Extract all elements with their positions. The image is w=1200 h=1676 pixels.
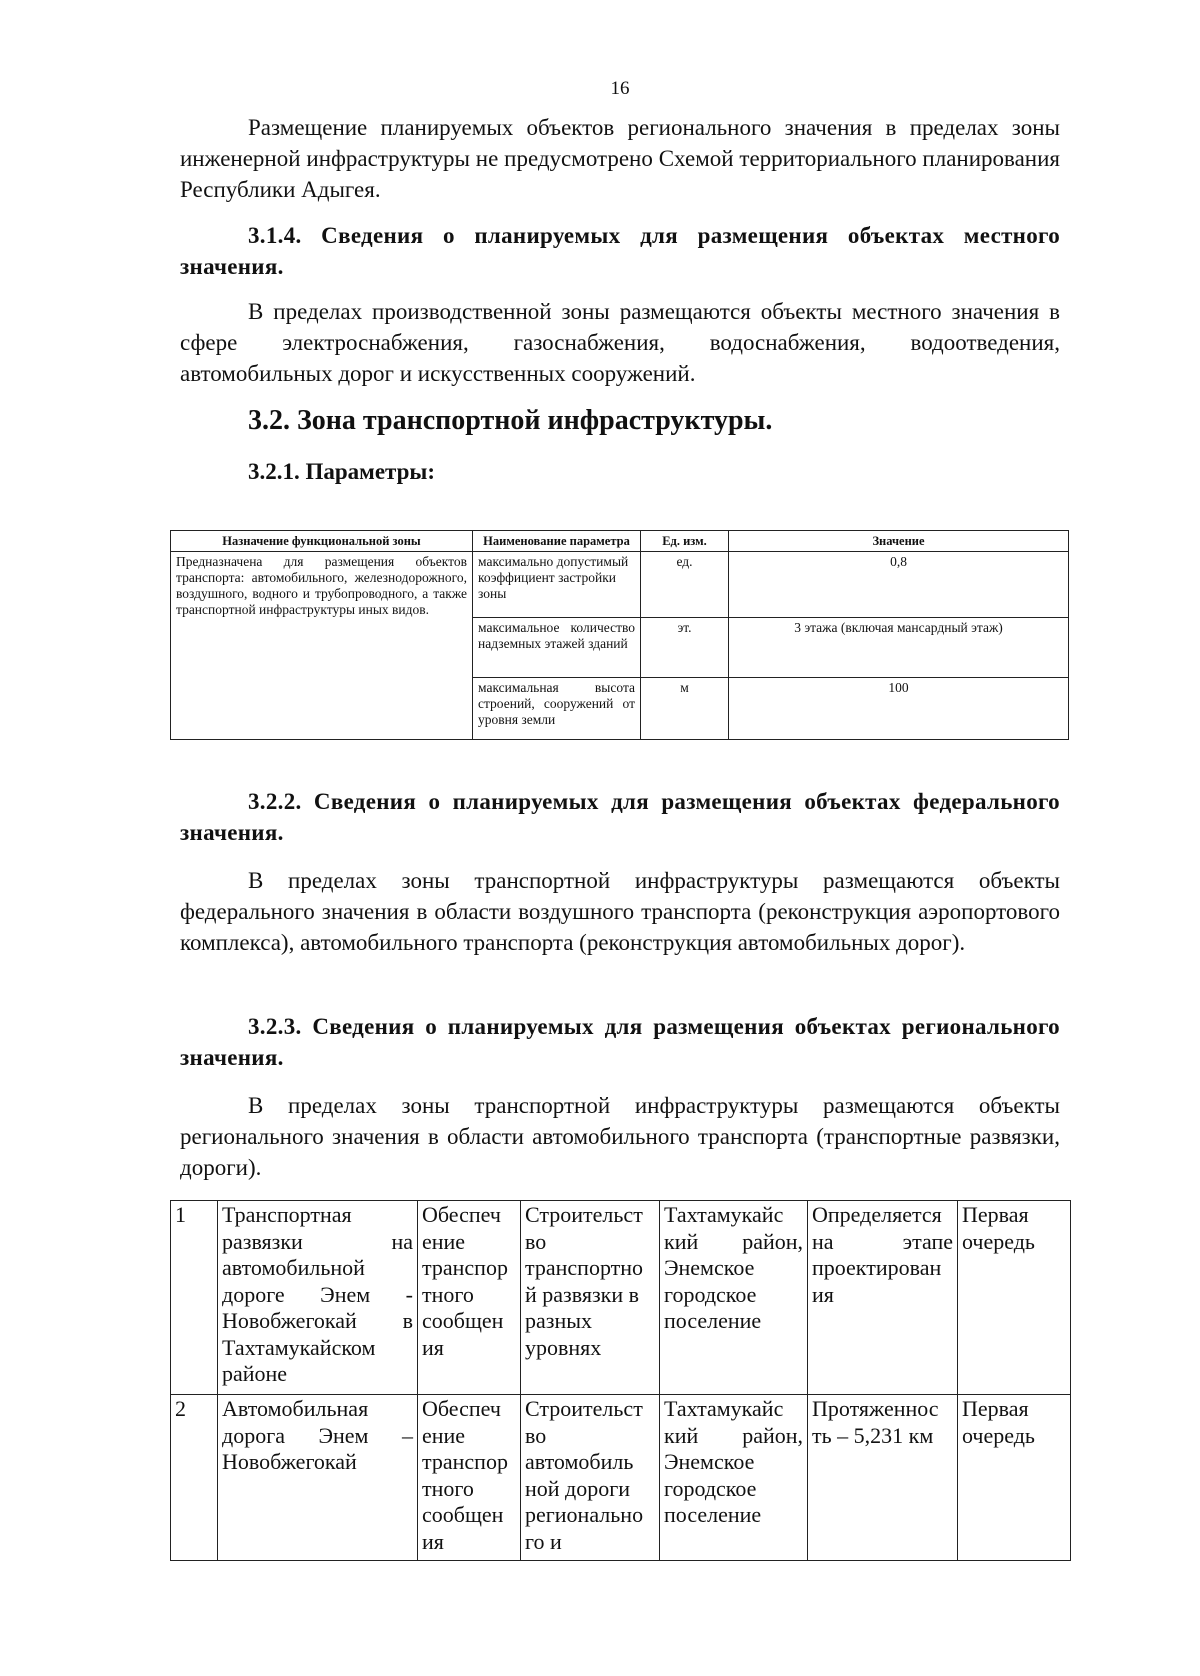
object-work: Строительст во автомобиль ной дороги регионально го и	[521, 1395, 660, 1561]
section-3-1-4	[180, 220, 1060, 282]
section-3-2-3-paragraph: В пределах зоны транспортной инфраструктуры размещаются объекты регионального значения в области автомобильного транспорта (транспортные развязки, дороги).	[180, 1093, 1060, 1180]
object-number: 2	[171, 1395, 218, 1561]
object-purpose: Обеспеч ение транспор тного сообщен ия	[418, 1395, 521, 1561]
section-3-2-2-paragraph: В пределах зоны транспортной инфраструктуры размещаются объекты федерального значения в области воздушного транспорта (реконструкция аэропортового комплекса), автомобильного транспорта (реконструкция автомобильных дорог).	[180, 868, 1060, 955]
section-3-2-2-heading: 3.2.2. Сведения о планируемых для размещения объектах федерального значения.	[180, 789, 1060, 845]
section-3-1-4-paragraph: В пределах производственной зоны размещаются объекты местного значения в сфере электроснабжения, газоснабжения, водоснабжения, водоотведения, автомобильных дорог и искусственных сооружений.	[180, 299, 1060, 386]
section-3-2-1	[180, 456, 1060, 487]
object-stage: Первая очередь	[958, 1395, 1071, 1561]
object-number: 1	[171, 1201, 218, 1395]
objects-table	[170, 1200, 1071, 1561]
params-table-header-row	[171, 531, 1069, 552]
params-table	[170, 530, 1069, 740]
params-unit-cell: м	[641, 678, 729, 740]
objects-table-row	[171, 1201, 1071, 1395]
section-3-2-3	[180, 1011, 1060, 1073]
object-location: Тахтамукайс кий район, Энемское городское поселение	[660, 1201, 808, 1395]
params-table-row	[171, 552, 1069, 618]
section-3-1-4-body	[180, 296, 1060, 389]
section-3-2-heading: 3.2. Зона транспортной инфраструктуры.	[248, 405, 773, 436]
section-3-2-2-body	[180, 865, 1060, 958]
object-work: Строительст во транспортно й развязки в разных уровнях	[521, 1201, 660, 1395]
params-param-cell: максимальная высота строений, сооружений от уровня земли	[473, 678, 641, 740]
intro-section	[180, 112, 1060, 205]
params-zone-purpose: Предназначена для размещения объектов транспорта: автомобильного, железнодорожного, воздушного, водного и трубопроводного, а также транспортной инфраструктуры иных видов.	[171, 552, 473, 740]
objects-table-row	[171, 1395, 1071, 1561]
section-3-2-3-heading: 3.2.3. Сведения о планируемых для размещения объектах регионального значения.	[180, 1014, 1060, 1070]
params-header-value: Значение	[729, 531, 1069, 552]
section-3-2-2	[180, 786, 1060, 848]
params-value-cell: 100	[729, 678, 1069, 740]
params-header-zone: Назначение функциональной зоны	[171, 531, 473, 552]
object-location: Тахтамукайс кий район, Энемское городское поселение	[660, 1395, 808, 1561]
params-value-cell: 3 этажа (включая мансардный этаж)	[729, 618, 1069, 678]
page-number: 16	[610, 78, 630, 99]
section-3-2	[180, 404, 1060, 438]
params-value-cell: 0,8	[729, 552, 1069, 618]
object-stage: Первая очередь	[958, 1201, 1071, 1395]
params-unit-cell: ед.	[641, 552, 729, 618]
object-name: Автомобильная дорога Энем – Новобжегокай	[218, 1395, 418, 1561]
section-3-1-4-heading: 3.1.4. Сведения о планируемых для размещения объектах местного значения.	[180, 223, 1060, 279]
object-characteristics: Определяется на этапе проектирован ия	[808, 1201, 958, 1395]
object-name: Транспортная развязки на автомобильной дороге Энем - Новобжегокай в Тахтамукайском районе	[218, 1201, 418, 1395]
intro-paragraph: Размещение планируемых объектов регионального значения в пределах зоны инженерной инфраструктуры не предусмотрено Схемой территориального планирования Республики Адыгея.	[180, 115, 1060, 202]
params-header-param: Наименование параметра	[473, 531, 641, 552]
params-unit-cell: эт.	[641, 618, 729, 678]
object-characteristics: Протяженнос ть – 5,231 км	[808, 1395, 958, 1561]
params-header-unit: Ед. изм.	[641, 531, 729, 552]
object-purpose: Обеспеч ение транспор тного сообщен ия	[418, 1201, 521, 1395]
section-3-2-3-body	[180, 1090, 1060, 1183]
section-3-2-1-heading: 3.2.1. Параметры:	[248, 459, 436, 484]
params-param-cell: максимальное количество надземных этажей зданий	[473, 618, 641, 678]
params-param-cell: максимально допустимый коэффициент застройки зоны	[473, 552, 641, 618]
